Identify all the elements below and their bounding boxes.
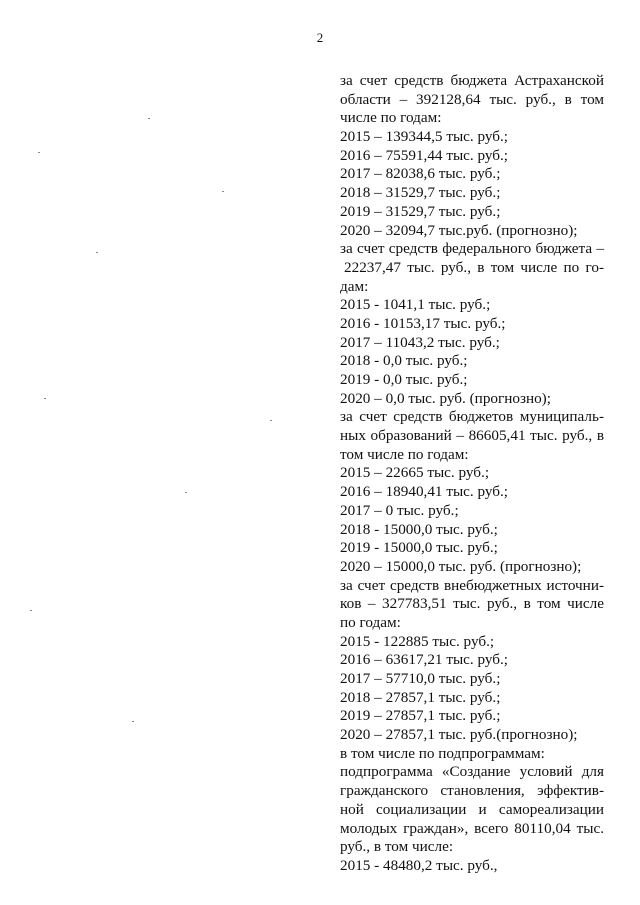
text-line: 2019 - 0,0 тыс. руб.; (340, 371, 468, 388)
text-line: 2018 – 27857,1 тыс. руб.; (340, 688, 501, 706)
text-line: по годам: (340, 613, 401, 631)
text-line: 22237,47 тыс. руб., в том числе по го- (344, 258, 604, 276)
text-line: 2019 – 27857,1 тыс. руб.; (340, 707, 501, 725)
scan-speck (38, 152, 40, 153)
text-line: 2015 - 122885 тыс. руб.; (340, 632, 495, 650)
text-line: 2020 – 15000,0 тыс. руб. (прогнозно); (340, 557, 582, 575)
text-line: 2018 - 15000,0 тыс. руб.; (340, 520, 498, 538)
text-line: 2018 – 31529,7 тыс. руб.; (340, 184, 501, 202)
text-line: за счет средств бюджета Астраханской (340, 72, 604, 89)
text-line: 2016 – 75591,44 тыс. руб.; (340, 146, 509, 164)
text-line: ков – 327783,51 тыс. руб., в том числе (340, 595, 604, 613)
text-line: 2017 – 0 тыс. руб.; (340, 501, 459, 519)
text-line: 2018 - 0,0 тыс. руб.; (340, 352, 468, 370)
text-line: за счет средств внебюджетных источни- (340, 576, 604, 594)
text-line: подпрограмма «Создание условий для (340, 763, 604, 781)
text-line: 2017 – 57710,0 тыс. руб.; (340, 670, 501, 687)
scan-speck (44, 398, 46, 399)
document-text-column (340, 72, 604, 876)
text-line: числе по годам: (340, 109, 442, 127)
scan-speck (30, 610, 32, 611)
text-line: области – 392128,64 тыс. руб., в том (340, 90, 604, 108)
text-line: 2016 – 63617,21 тыс. руб.; (340, 651, 509, 669)
text-line: 2020 – 0,0 тыс. руб. (прогнозно); (340, 389, 551, 407)
scan-speck (132, 721, 134, 722)
scan-speck (185, 492, 187, 493)
text-line: руб., в том числе: (340, 838, 454, 856)
text-line: 2019 - 15000,0 тыс. руб.; (340, 539, 498, 557)
text-line: том числе по годам: (340, 445, 469, 463)
text-line: в том числе по подпрограммам: (340, 744, 545, 762)
text-line: 2016 – 18940,41 тыс. руб.; (340, 483, 509, 501)
text-line: ных образований – 86605,41 тыс. руб., в (340, 427, 604, 445)
text-line: 2015 – 139344,5 тыс. руб.; (340, 128, 509, 146)
text-line: 2020 – 27857,1 тыс. руб.(прогнозно); (340, 726, 578, 744)
scan-speck (96, 252, 98, 253)
text-line: молодых граждан», всего 80110,04 тыс. (340, 819, 604, 837)
text-line: ной социализации и самореализации (340, 800, 604, 818)
scan-speck (148, 118, 150, 119)
page-number: 2 (316, 30, 324, 45)
text-line: 2016 - 10153,17 тыс. руб.; (340, 314, 506, 332)
text-line: за счет средств федерального бюджета – (340, 240, 604, 258)
text-line: 2017 – 11043,2 тыс. руб.; (340, 333, 500, 351)
text-line: за счет средств бюджетов муниципаль- (340, 408, 604, 426)
text-line: 2015 – 22665 тыс. руб.; (340, 464, 490, 482)
scan-speck (270, 420, 272, 421)
text-line: 2019 – 31529,7 тыс. руб.; (340, 202, 501, 220)
text-line: 2015 - 1041,1 тыс. руб.; (340, 296, 491, 314)
text-line: гражданского становления, эффектив- (340, 782, 604, 800)
text-line: дам: (340, 277, 369, 295)
scan-speck (222, 191, 224, 192)
text-line: 2020 – 32094,7 тыс.руб. (прогнозно); (340, 221, 578, 239)
text-line: 2015 - 48480,2 тыс. руб., (340, 856, 498, 874)
text-line: 2017 – 82038,6 тыс. руб.; (340, 165, 501, 183)
